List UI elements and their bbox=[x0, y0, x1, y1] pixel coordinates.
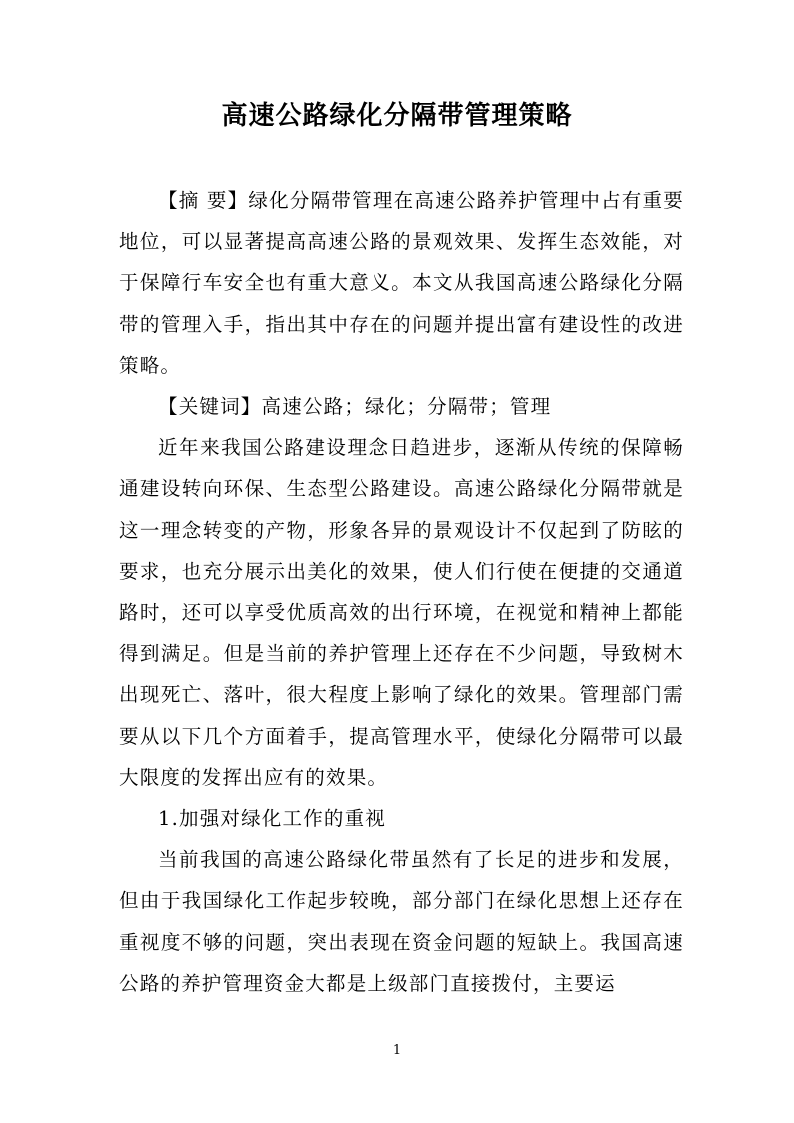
keywords-label: 【关键词】 bbox=[158, 395, 262, 419]
keywords-paragraph bbox=[119, 386, 684, 427]
section-1-heading: 1.加强对绿化工作的重视 bbox=[158, 807, 387, 831]
intro-paragraph: 近年来我国公路建设理念日趋进步，逐渐从传统的保障畅通建设转向环保、生态型公路建设。高速公路绿化分隔带就是这一理念转变的产物，形象各异的景观设计不仅起到了防眩的要求，也充分展示出美化的效果，使人们行使在便捷的交通道路时，还可以享受优质高效的出行环境，在视觉和精神上都能得到满足。但是当前的养护管理上还存在不少问题，导致树木出现死亡、落叶，很大程度上影响了绿化的效果。管理部门需要从以下几个方面着手，提高管理水平，使绿化分隔带可以最大限度的发挥出应有的效果。 bbox=[119, 436, 684, 789]
document-title: 高速公路绿化分隔带管理策略 bbox=[221, 101, 573, 131]
document-body bbox=[119, 180, 684, 1004]
section-1-paragraph: 当前我国的高速公路绿化带虽然有了长足的进步和发展，但由于我国绿化工作起步较晚，部分部门在绿化思想上还存在重视度不够的问题，突出表现在资金问题的短缺上。我国高速公路的养护管理资金大都是上级部门直接拨付，主要运 bbox=[119, 848, 684, 995]
page-number: 1 bbox=[392, 1043, 402, 1058]
abstract-label: 【摘 要】 bbox=[158, 189, 249, 212]
abstract-paragraph bbox=[119, 180, 684, 386]
abstract-text: 绿化分隔带管理在高速公路养护管理中占有重要地位，可以显著提高高速公路的景观效果、发挥生态效能，对于保障行车安全也有重大意义。本文从我国高速公路绿化分隔带的管理入手，指出其中存在的问题并提出富有建设性的改进策略。 bbox=[119, 189, 684, 377]
keywords-text: 高速公路；绿化；分隔带；管理 bbox=[261, 395, 552, 419]
